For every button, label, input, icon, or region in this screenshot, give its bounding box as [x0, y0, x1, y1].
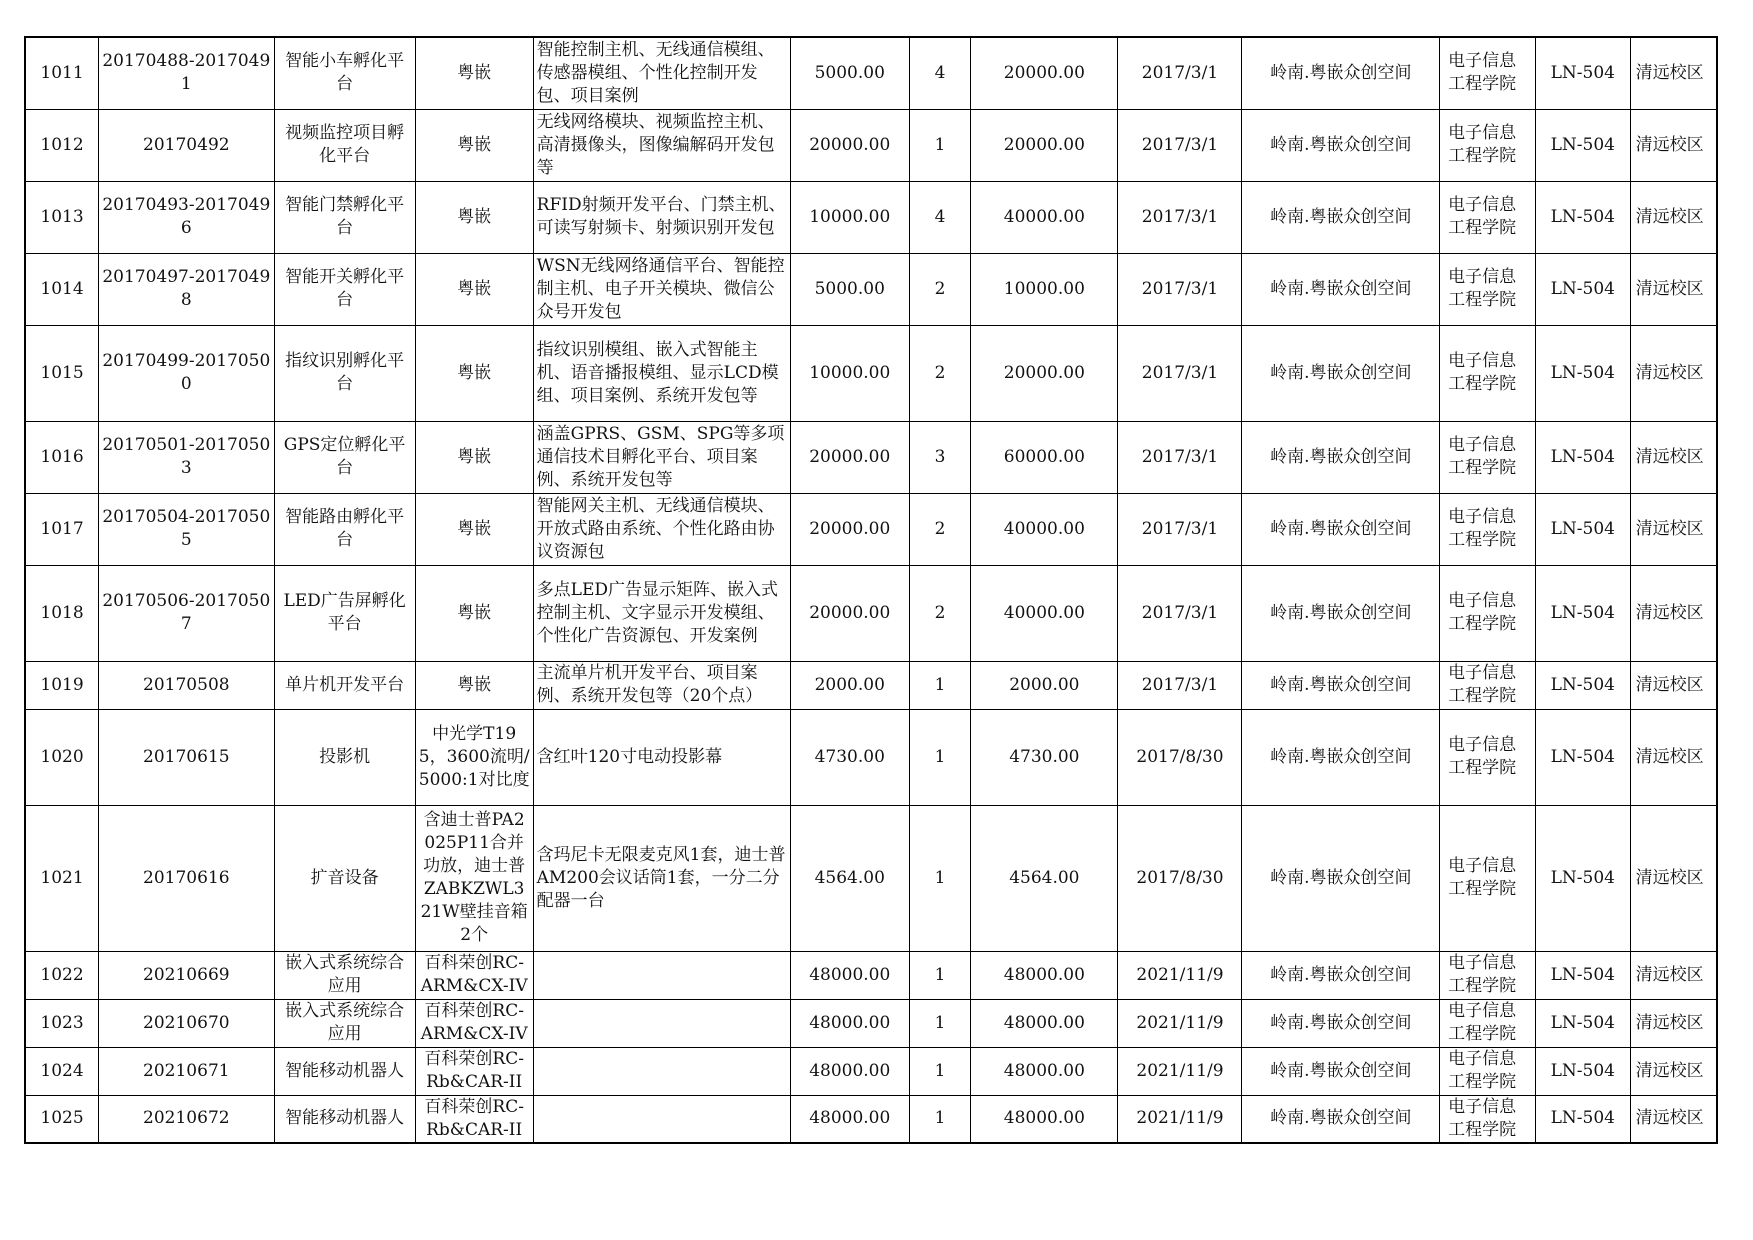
table-row — [25, 253, 1717, 325]
cell-unit-price: 48000.00 — [790, 951, 909, 999]
table-row — [25, 493, 1717, 565]
equipment-table-body — [25, 37, 1717, 1143]
cell-asset-code: 20170506-20170507 — [99, 565, 274, 661]
cell-location: 岭南.粤嵌众创空间 — [1242, 325, 1440, 421]
cell-asset-code: 20170499-20170500 — [99, 325, 274, 421]
cell-room: LN-504 — [1535, 493, 1630, 565]
cell-location: 岭南.粤嵌众创空间 — [1242, 805, 1440, 951]
cell-no: 1019 — [25, 661, 99, 709]
cell-unit-price: 20000.00 — [790, 109, 909, 181]
cell-no: 1012 — [25, 109, 99, 181]
cell-amount: 20000.00 — [971, 325, 1118, 421]
cell-name: 智能移动机器人 — [274, 1095, 415, 1143]
cell-amount: 4730.00 — [971, 709, 1118, 805]
cell-unit-price: 4730.00 — [790, 709, 909, 805]
cell-amount: 2000.00 — [971, 661, 1118, 709]
cell-asset-code: 20210669 — [99, 951, 274, 999]
cell-no: 1021 — [25, 805, 99, 951]
cell-no: 1023 — [25, 999, 99, 1047]
cell-unit-price: 5000.00 — [790, 37, 909, 109]
cell-amount: 60000.00 — [971, 421, 1118, 493]
cell-amount: 48000.00 — [971, 1095, 1118, 1143]
cell-campus: 清远校区 — [1630, 493, 1717, 565]
cell-config: 主流单片机开发平台、项目案例、系统开发包等（20个点） — [533, 661, 790, 709]
cell-amount: 20000.00 — [971, 37, 1118, 109]
cell-asset-code: 20210671 — [99, 1047, 274, 1095]
cell-unit-price: 20000.00 — [790, 421, 909, 493]
cell-name: 嵌入式系统综合应用 — [274, 951, 415, 999]
cell-qty: 1 — [909, 661, 971, 709]
table-row — [25, 181, 1717, 253]
cell-department: 电子信息工程学院 — [1440, 661, 1536, 709]
cell-config — [533, 1047, 790, 1095]
cell-amount: 48000.00 — [971, 1047, 1118, 1095]
table-row — [25, 805, 1717, 951]
cell-room: LN-504 — [1535, 325, 1630, 421]
cell-config: 含玛尼卡无限麦克风1套，迪士普AM200会议话筒1套，一分二分配器一台 — [533, 805, 790, 951]
cell-department: 电子信息工程学院 — [1440, 253, 1536, 325]
cell-name: 智能门禁孵化平台 — [274, 181, 415, 253]
cell-asset-code: 20170615 — [99, 709, 274, 805]
cell-config: 涵盖GPRS、GSM、SPG等多项通信技术目孵化平台、项目案例、系统开发包等 — [533, 421, 790, 493]
cell-room: LN-504 — [1535, 37, 1630, 109]
cell-unit-price: 48000.00 — [790, 1095, 909, 1143]
cell-config: 含红叶120寸电动投影幕 — [533, 709, 790, 805]
cell-no: 1024 — [25, 1047, 99, 1095]
cell-asset-code: 20170493-20170496 — [99, 181, 274, 253]
cell-asset-code: 20170497-20170498 — [99, 253, 274, 325]
cell-no: 1013 — [25, 181, 99, 253]
cell-date: 2017/8/30 — [1118, 805, 1242, 951]
cell-room: LN-504 — [1535, 661, 1630, 709]
cell-location: 岭南.粤嵌众创空间 — [1242, 493, 1440, 565]
cell-location: 岭南.粤嵌众创空间 — [1242, 1047, 1440, 1095]
cell-date: 2017/3/1 — [1118, 493, 1242, 565]
cell-config: RFID射频开发平台、门禁主机、可读写射频卡、射频识别开发包 — [533, 181, 790, 253]
cell-date: 2017/3/1 — [1118, 109, 1242, 181]
cell-qty: 3 — [909, 421, 971, 493]
cell-qty: 4 — [909, 37, 971, 109]
cell-asset-code: 20170508 — [99, 661, 274, 709]
cell-department: 电子信息工程学院 — [1440, 1095, 1536, 1143]
cell-model: 百科荣创RC-ARM&CX-IV — [415, 951, 533, 999]
cell-location: 岭南.粤嵌众创空间 — [1242, 951, 1440, 999]
cell-campus: 清远校区 — [1630, 37, 1717, 109]
cell-amount: 48000.00 — [971, 999, 1118, 1047]
cell-qty: 1 — [909, 805, 971, 951]
cell-config — [533, 999, 790, 1047]
cell-no: 1014 — [25, 253, 99, 325]
table-row — [25, 1047, 1717, 1095]
cell-department: 电子信息工程学院 — [1440, 999, 1536, 1047]
equipment-table — [24, 36, 1718, 1144]
cell-location: 岭南.粤嵌众创空间 — [1242, 1095, 1440, 1143]
cell-amount: 20000.00 — [971, 109, 1118, 181]
cell-no: 1017 — [25, 493, 99, 565]
table-row — [25, 661, 1717, 709]
cell-room: LN-504 — [1535, 999, 1630, 1047]
cell-unit-price: 20000.00 — [790, 493, 909, 565]
table-row — [25, 565, 1717, 661]
cell-name: 智能小车孵化平台 — [274, 37, 415, 109]
cell-qty: 1 — [909, 709, 971, 805]
cell-qty: 4 — [909, 181, 971, 253]
table-row — [25, 709, 1717, 805]
cell-model: 百科荣创RC-ARM&CX-IV — [415, 999, 533, 1047]
cell-room: LN-504 — [1535, 181, 1630, 253]
cell-name: GPS定位孵化平台 — [274, 421, 415, 493]
cell-asset-code: 20210670 — [99, 999, 274, 1047]
cell-date: 2017/3/1 — [1118, 325, 1242, 421]
table-row — [25, 109, 1717, 181]
cell-location: 岭南.粤嵌众创空间 — [1242, 109, 1440, 181]
cell-qty: 1 — [909, 951, 971, 999]
table-row — [25, 37, 1717, 109]
cell-config: WSN无线网络通信平台、智能控制主机、电子开关模块、微信公众号开发包 — [533, 253, 790, 325]
cell-config: 智能控制主机、无线通信模组、传感器模组、个性化控制开发包、项目案例 — [533, 37, 790, 109]
table-row — [25, 951, 1717, 999]
cell-date: 2021/11/9 — [1118, 999, 1242, 1047]
cell-room: LN-504 — [1535, 1047, 1630, 1095]
cell-no: 1018 — [25, 565, 99, 661]
cell-model: 粤嵌 — [415, 109, 533, 181]
cell-name: 智能移动机器人 — [274, 1047, 415, 1095]
cell-name: 投影机 — [274, 709, 415, 805]
cell-name: 扩音设备 — [274, 805, 415, 951]
cell-config: 无线网络模块、视频监控主机、高清摄像头，图像编解码开发包等 — [533, 109, 790, 181]
cell-location: 岭南.粤嵌众创空间 — [1242, 565, 1440, 661]
cell-location: 岭南.粤嵌众创空间 — [1242, 661, 1440, 709]
cell-unit-price: 48000.00 — [790, 999, 909, 1047]
cell-model: 含迪士普PA2025P11合并功放，迪士普ZABKZWL321W壁挂音箱2个 — [415, 805, 533, 951]
cell-name: 智能路由孵化平台 — [274, 493, 415, 565]
cell-campus: 清远校区 — [1630, 1047, 1717, 1095]
cell-no: 1022 — [25, 951, 99, 999]
cell-unit-price: 10000.00 — [790, 325, 909, 421]
table-row — [25, 999, 1717, 1047]
cell-no: 1015 — [25, 325, 99, 421]
cell-location: 岭南.粤嵌众创空间 — [1242, 253, 1440, 325]
cell-room: LN-504 — [1535, 565, 1630, 661]
cell-department: 电子信息工程学院 — [1440, 1047, 1536, 1095]
cell-location: 岭南.粤嵌众创空间 — [1242, 709, 1440, 805]
cell-campus: 清远校区 — [1630, 999, 1717, 1047]
cell-model: 粤嵌 — [415, 565, 533, 661]
cell-campus: 清远校区 — [1630, 421, 1717, 493]
cell-model: 粤嵌 — [415, 181, 533, 253]
cell-unit-price: 5000.00 — [790, 253, 909, 325]
cell-amount: 10000.00 — [971, 253, 1118, 325]
cell-qty: 1 — [909, 999, 971, 1047]
cell-location: 岭南.粤嵌众创空间 — [1242, 181, 1440, 253]
cell-campus: 清远校区 — [1630, 805, 1717, 951]
cell-campus: 清远校区 — [1630, 1095, 1717, 1143]
cell-qty: 1 — [909, 109, 971, 181]
cell-room: LN-504 — [1535, 109, 1630, 181]
cell-config: 智能网关主机、无线通信模块、开放式路由系统、个性化路由协议资源包 — [533, 493, 790, 565]
cell-department: 电子信息工程学院 — [1440, 709, 1536, 805]
cell-model: 粤嵌 — [415, 37, 533, 109]
cell-date: 2017/3/1 — [1118, 181, 1242, 253]
cell-department: 电子信息工程学院 — [1440, 109, 1536, 181]
cell-model: 粤嵌 — [415, 325, 533, 421]
cell-asset-code: 20170488-20170491 — [99, 37, 274, 109]
cell-name: 视频监控项目孵化平台 — [274, 109, 415, 181]
cell-qty: 2 — [909, 253, 971, 325]
cell-unit-price: 4564.00 — [790, 805, 909, 951]
cell-location: 岭南.粤嵌众创空间 — [1242, 37, 1440, 109]
cell-asset-code: 20170504-20170505 — [99, 493, 274, 565]
cell-department: 电子信息工程学院 — [1440, 421, 1536, 493]
cell-amount: 4564.00 — [971, 805, 1118, 951]
cell-model: 百科荣创RC-Rb&CAR-II — [415, 1047, 533, 1095]
cell-asset-code: 20210672 — [99, 1095, 274, 1143]
cell-location: 岭南.粤嵌众创空间 — [1242, 999, 1440, 1047]
table-row — [25, 1095, 1717, 1143]
cell-department: 电子信息工程学院 — [1440, 37, 1536, 109]
cell-date: 2017/3/1 — [1118, 565, 1242, 661]
cell-room: LN-504 — [1535, 805, 1630, 951]
cell-amount: 48000.00 — [971, 951, 1118, 999]
cell-name: 指纹识别孵化平台 — [274, 325, 415, 421]
cell-date: 2021/11/9 — [1118, 1095, 1242, 1143]
cell-department: 电子信息工程学院 — [1440, 565, 1536, 661]
cell-date: 2021/11/9 — [1118, 951, 1242, 999]
cell-no: 1020 — [25, 709, 99, 805]
cell-model: 中光学T195，3600流明/5000:1对比度 — [415, 709, 533, 805]
cell-unit-price: 2000.00 — [790, 661, 909, 709]
cell-asset-code: 20170501-20170503 — [99, 421, 274, 493]
cell-date: 2017/3/1 — [1118, 253, 1242, 325]
cell-no: 1011 — [25, 37, 99, 109]
cell-asset-code: 20170616 — [99, 805, 274, 951]
cell-config — [533, 951, 790, 999]
cell-unit-price: 48000.00 — [790, 1047, 909, 1095]
cell-room: LN-504 — [1535, 1095, 1630, 1143]
cell-model: 粤嵌 — [415, 661, 533, 709]
cell-name: 单片机开发平台 — [274, 661, 415, 709]
cell-config: 指纹识别模组、嵌入式智能主机、语音播报模组、显示LCD模组、项目案例、系统开发包等 — [533, 325, 790, 421]
cell-amount: 40000.00 — [971, 181, 1118, 253]
cell-amount: 40000.00 — [971, 493, 1118, 565]
cell-department: 电子信息工程学院 — [1440, 951, 1536, 999]
cell-location: 岭南.粤嵌众创空间 — [1242, 421, 1440, 493]
cell-qty: 1 — [909, 1047, 971, 1095]
cell-name: 智能开关孵化平台 — [274, 253, 415, 325]
cell-campus: 清远校区 — [1630, 709, 1717, 805]
cell-model: 粤嵌 — [415, 253, 533, 325]
cell-campus: 清远校区 — [1630, 325, 1717, 421]
cell-campus: 清远校区 — [1630, 951, 1717, 999]
cell-no: 1025 — [25, 1095, 99, 1143]
cell-unit-price: 10000.00 — [790, 181, 909, 253]
cell-department: 电子信息工程学院 — [1440, 805, 1536, 951]
cell-qty: 1 — [909, 1095, 971, 1143]
cell-model: 粤嵌 — [415, 493, 533, 565]
cell-amount: 40000.00 — [971, 565, 1118, 661]
cell-campus: 清远校区 — [1630, 565, 1717, 661]
cell-qty: 2 — [909, 565, 971, 661]
cell-campus: 清远校区 — [1630, 661, 1717, 709]
cell-room: LN-504 — [1535, 421, 1630, 493]
cell-room: LN-504 — [1535, 253, 1630, 325]
cell-qty: 2 — [909, 493, 971, 565]
cell-asset-code: 20170492 — [99, 109, 274, 181]
cell-room: LN-504 — [1535, 709, 1630, 805]
cell-name: LED广告屏孵化平台 — [274, 565, 415, 661]
cell-campus: 清远校区 — [1630, 109, 1717, 181]
cell-date: 2017/3/1 — [1118, 37, 1242, 109]
cell-config: 多点LED广告显示矩阵、嵌入式控制主机、文字显示开发模组、个性化广告资源包、开发案例 — [533, 565, 790, 661]
cell-date: 2017/3/1 — [1118, 661, 1242, 709]
cell-department: 电子信息工程学院 — [1440, 181, 1536, 253]
cell-model: 百科荣创RC-Rb&CAR-II — [415, 1095, 533, 1143]
table-row — [25, 325, 1717, 421]
cell-campus: 清远校区 — [1630, 181, 1717, 253]
cell-department: 电子信息工程学院 — [1440, 325, 1536, 421]
cell-qty: 2 — [909, 325, 971, 421]
cell-no: 1016 — [25, 421, 99, 493]
cell-model: 粤嵌 — [415, 421, 533, 493]
cell-department: 电子信息工程学院 — [1440, 493, 1536, 565]
cell-date: 2017/3/1 — [1118, 421, 1242, 493]
table-row — [25, 421, 1717, 493]
cell-config — [533, 1095, 790, 1143]
cell-unit-price: 20000.00 — [790, 565, 909, 661]
cell-date: 2017/8/30 — [1118, 709, 1242, 805]
cell-campus: 清远校区 — [1630, 253, 1717, 325]
cell-room: LN-504 — [1535, 951, 1630, 999]
cell-name: 嵌入式系统综合应用 — [274, 999, 415, 1047]
cell-date: 2021/11/9 — [1118, 1047, 1242, 1095]
